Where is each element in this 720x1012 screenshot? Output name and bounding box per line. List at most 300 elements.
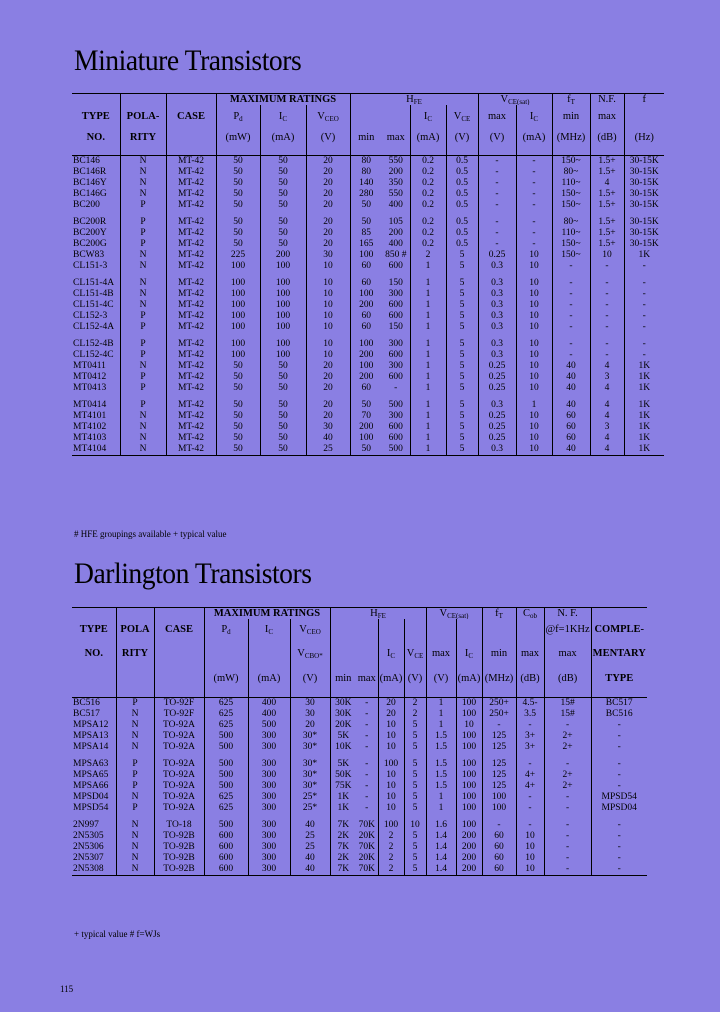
miniature-row xyxy=(72,300,664,311)
miniature-cell: N xyxy=(120,433,166,444)
darlington-cell: P xyxy=(116,697,154,709)
darlington-cell: TO-92A xyxy=(154,803,204,814)
darlington-cell: 125 xyxy=(482,731,516,742)
miniature-cell: 600 xyxy=(388,371,403,382)
miniature-cell: 100 xyxy=(260,261,306,272)
miniature-cell: 600 xyxy=(388,349,403,360)
miniature-cell: 0.5 xyxy=(446,178,478,189)
miniature-cell: - xyxy=(478,167,516,178)
miniature-cell: 100 xyxy=(216,289,260,300)
miniature-row xyxy=(72,372,664,383)
miniature-cell: - xyxy=(624,322,664,333)
miniature-cell: 1 xyxy=(410,333,446,350)
miniature-cell: - xyxy=(478,228,516,239)
miniature-cell: 5 xyxy=(446,372,478,383)
darlington-hfe-min-header: min xyxy=(330,667,356,689)
darlington-cell: 100 xyxy=(456,792,482,803)
darlington-cell: 5 xyxy=(404,803,426,814)
miniature-cell: CL152-4C xyxy=(73,349,114,360)
darlington-row xyxy=(72,770,647,781)
darlington-cell: 200 xyxy=(456,853,482,864)
miniature-header-spacer xyxy=(72,147,664,155)
miniature-cell: 10 xyxy=(516,300,552,311)
miniature-cell: - xyxy=(516,178,552,189)
miniature-cell: MT0411 xyxy=(73,360,106,371)
miniature-cell: 20 xyxy=(306,155,350,167)
darlington-cell: 5 xyxy=(404,853,426,864)
darlington-cell: 200 xyxy=(456,864,482,876)
darlington-cell: 1.5 xyxy=(426,753,456,770)
darlington-cell: 5K xyxy=(330,753,356,770)
darlington-cell: - xyxy=(365,741,369,752)
darlington-cell: 500 xyxy=(204,742,248,753)
darlington-hfe-ic-unit: (mA) xyxy=(378,667,404,689)
miniature-cell: P xyxy=(120,228,166,239)
miniature-cell: 50 xyxy=(350,444,382,456)
miniature-cell: 0.5 xyxy=(446,167,478,178)
miniature-cell: BC146 xyxy=(73,155,100,166)
miniature-cell: MT-42 xyxy=(166,422,216,433)
miniature-cell: - xyxy=(516,155,552,167)
miniature-cell: 0.3 xyxy=(478,444,516,456)
miniature-cell: - xyxy=(552,272,590,289)
miniature-cell: N xyxy=(120,289,166,300)
darlington-nf-cond: @f=1KHz xyxy=(544,619,591,639)
miniature-cell: 4 xyxy=(590,444,624,456)
darlington-cob-header: $C_{ob}$ xyxy=(516,608,544,620)
darlington-cell: 1.5 xyxy=(426,770,456,781)
miniature-cell: 10 xyxy=(516,411,552,422)
darlington-cell: 10 xyxy=(516,853,544,864)
miniature-cell: P xyxy=(120,394,166,411)
miniature-row xyxy=(72,394,664,411)
darlington-no-header: NO. xyxy=(84,647,103,659)
darlington-cell: 10 xyxy=(378,770,404,781)
miniature-cell: P xyxy=(120,322,166,333)
darlington-cell: 2+ xyxy=(544,770,591,781)
darlington-cell: 5 xyxy=(404,792,426,803)
darlington-cell: - xyxy=(544,831,591,842)
miniature-cell: 100 xyxy=(350,289,382,300)
darlington-cell: 2N5305 xyxy=(73,830,104,841)
darlington-cell: 500 xyxy=(204,731,248,742)
darlington-cell: 100 xyxy=(456,814,482,831)
miniature-cell: - xyxy=(590,261,624,272)
darlington-rity-header: RITY xyxy=(116,639,154,667)
miniature-cell: MT-42 xyxy=(166,189,216,200)
miniature-no-header: NO. xyxy=(86,131,105,143)
darlington-cell: 4+ xyxy=(516,781,544,792)
darlington-cell: BC517 xyxy=(73,708,100,719)
darlington-pd-unit: (mW) xyxy=(204,667,248,689)
miniature-cell: - xyxy=(552,300,590,311)
miniature-cell: 1 xyxy=(410,394,446,411)
miniature-cell: 50 xyxy=(260,167,306,178)
darlington-cell: 25* xyxy=(290,803,330,814)
darlington-cell: 30* xyxy=(290,731,330,742)
miniature-cell: MT4101 xyxy=(73,410,107,421)
miniature-row xyxy=(72,333,664,350)
darlington-row xyxy=(72,720,647,731)
miniature-cell: 30 xyxy=(306,422,350,433)
miniature-row xyxy=(72,444,664,456)
miniature-cell: 0.2 xyxy=(410,167,446,178)
darlington-cell: - xyxy=(544,803,591,814)
darlington-cell: P xyxy=(116,753,154,770)
darlington-cell: N xyxy=(116,792,154,803)
darlington-hfe-header: $H_{FE}$ xyxy=(330,608,426,620)
miniature-cell: 150~ xyxy=(552,250,590,261)
miniature-cell: P xyxy=(120,211,166,228)
miniature-cell: P xyxy=(120,372,166,383)
miniature-row xyxy=(72,178,664,189)
miniature-cell: 60 xyxy=(552,433,590,444)
miniature-cell: 600 xyxy=(388,432,403,443)
miniature-cell: 10 xyxy=(306,272,350,289)
darlington-cell: - xyxy=(516,720,544,731)
darlington-cell: 2 xyxy=(378,842,404,853)
miniature-cell: 1.5+ xyxy=(590,155,624,167)
darlington-cell: 5 xyxy=(404,831,426,842)
darlington-nf-max-header: max xyxy=(544,639,591,667)
darlington-cell: N xyxy=(116,731,154,742)
darlington-cell: 1 xyxy=(426,792,456,803)
darlington-cell: TO-92B xyxy=(154,853,204,864)
darlington-cell: 300 xyxy=(248,853,290,864)
miniature-cell: 40 xyxy=(552,361,590,372)
darlington-cell: 2 xyxy=(378,864,404,876)
darlington-row xyxy=(72,781,647,792)
miniature-cell: 60 xyxy=(350,261,382,272)
darlington-cell: 1.4 xyxy=(426,853,456,864)
darlington-complementary-header: COMPLE- xyxy=(591,619,647,639)
miniature-sat-max-unit: (V) xyxy=(478,127,516,147)
darlington-nf-header: N. F. xyxy=(544,608,591,620)
miniature-row xyxy=(72,155,664,167)
miniature-cell: 50 xyxy=(216,361,260,372)
darlington-cell: 20K xyxy=(330,720,356,731)
miniature-cell: MT-42 xyxy=(166,333,216,350)
darlington-cell: - xyxy=(365,730,369,741)
darlington-cell: 70K xyxy=(356,864,378,876)
darlington-cell: 7K xyxy=(330,814,356,831)
miniature-row xyxy=(72,361,664,372)
miniature-cell: 100 xyxy=(260,300,306,311)
darlington-cell: TO-92A xyxy=(154,720,204,731)
darlington-cell: 1.5 xyxy=(426,781,456,792)
darlington-cell: - xyxy=(591,853,647,864)
darlington-cell: 5 xyxy=(404,781,426,792)
darlington-mentary-header: MENTARY xyxy=(591,639,647,667)
miniature-cell: MT-42 xyxy=(166,250,216,261)
darlington-sat-max-unit: (V) xyxy=(426,667,456,689)
darlington-cell: - xyxy=(544,842,591,853)
darlington-cell: 400 xyxy=(248,709,290,720)
miniature-cell: 50 xyxy=(350,211,382,228)
darlington-cell: - xyxy=(516,792,544,803)
darlington-cell: MPSA14 xyxy=(73,741,109,752)
darlington-cell: 25 xyxy=(290,831,330,842)
darlington-sat-ic-header: $I_C$ xyxy=(456,639,482,667)
darlington-vcbo-header: $V_{CBO*}$ xyxy=(290,639,330,667)
darlington-cell: 10 xyxy=(456,720,482,731)
miniature-cell: - xyxy=(516,228,552,239)
miniature-cell: - xyxy=(478,189,516,200)
miniature-cell: 4 xyxy=(590,178,624,189)
miniature-row xyxy=(72,261,664,272)
darlington-cell: MPSA66 xyxy=(73,780,109,791)
darlington-row xyxy=(72,697,647,709)
darlington-table-body xyxy=(72,697,647,875)
miniature-cell: MT-42 xyxy=(166,228,216,239)
darlington-cell: - xyxy=(591,864,647,876)
miniature-cell: 100 xyxy=(260,311,306,322)
darlington-cell: 5 xyxy=(404,720,426,731)
miniature-vce-sat-header: $V_{CE(sat)}$ xyxy=(478,94,552,106)
miniature-cell: - xyxy=(590,289,624,300)
darlington-cell: N xyxy=(116,831,154,842)
miniature-cell: 50 xyxy=(216,228,260,239)
miniature-cell: 0.3 xyxy=(478,289,516,300)
miniature-cell: 1K xyxy=(624,383,664,394)
darlington-cell: TO-92F xyxy=(154,709,204,720)
darlington-cell: 30 xyxy=(290,709,330,720)
darlington-cell: 30* xyxy=(290,742,330,753)
miniature-cell: - xyxy=(552,311,590,322)
darlington-cell: 300 xyxy=(248,742,290,753)
darlington-cell: 200 xyxy=(456,831,482,842)
miniature-nf-unit: (dB) xyxy=(590,127,624,147)
darlington-cell: 3+ xyxy=(516,731,544,742)
darlington-row xyxy=(72,753,647,770)
miniature-cell: 0.3 xyxy=(478,322,516,333)
miniature-cell: 10 xyxy=(516,383,552,394)
darlington-cell: TO-92F xyxy=(154,697,204,709)
darlington-cell: 10 xyxy=(378,731,404,742)
miniature-f-unit: (Hz) xyxy=(624,127,664,147)
miniature-cell: 0.3 xyxy=(478,300,516,311)
miniature-vceo-unit: (V) xyxy=(306,127,350,147)
darlington-cell: 40 xyxy=(290,853,330,864)
darlington-cell: 30K xyxy=(330,697,356,709)
miniature-cell: - xyxy=(590,272,624,289)
miniature-cell: 10 xyxy=(306,289,350,300)
darlington-cell: N xyxy=(116,814,154,831)
miniature-cell: - xyxy=(516,200,552,211)
miniature-cell: 350 xyxy=(388,177,403,188)
darlington-cell: TO-18 xyxy=(154,814,204,831)
miniature-cell: 150~ xyxy=(552,155,590,167)
darlington-cell: 2N5307 xyxy=(73,852,104,863)
miniature-cell: 0.5 xyxy=(446,239,478,250)
darlington-cell: 400 xyxy=(248,697,290,709)
darlington-pd-header: $P_d$ xyxy=(204,619,248,639)
miniature-row xyxy=(72,211,664,228)
darlington-cell: 125 xyxy=(482,781,516,792)
miniature-cell: 4 xyxy=(590,394,624,411)
miniature-cell: P xyxy=(120,239,166,250)
darlington-cell: - xyxy=(591,781,647,792)
miniature-cell: 1K xyxy=(624,372,664,383)
miniature-cell: 50 xyxy=(260,211,306,228)
miniature-cell: 100 xyxy=(260,289,306,300)
darlington-cell: 30* xyxy=(290,753,330,770)
miniature-cell: 550 xyxy=(388,155,403,166)
darlington-cell: TO-92B xyxy=(154,842,204,853)
miniature-cell: N xyxy=(120,261,166,272)
miniature-cell: 10 xyxy=(516,350,552,361)
miniature-cell: 300 xyxy=(388,360,403,371)
darlington-cell: - xyxy=(482,814,516,831)
darlington-cell: - xyxy=(516,803,544,814)
miniature-hfe-vce-unit: (V) xyxy=(446,127,478,147)
miniature-cell: 150~ xyxy=(552,239,590,250)
miniature-cell: - xyxy=(624,289,664,300)
darlington-cob-unit: (dB) xyxy=(516,667,544,689)
darlington-cell: 2N5308 xyxy=(72,864,116,876)
miniature-cell: - xyxy=(516,211,552,228)
darlington-cell: 25* xyxy=(290,792,330,803)
miniature-cell: 50 xyxy=(260,189,306,200)
darlington-cell: 60 xyxy=(482,831,516,842)
darlington-cell: - xyxy=(365,708,369,719)
darlington-cell: 2+ xyxy=(544,731,591,742)
miniature-sat-ic-header: $I_C$ xyxy=(516,105,552,127)
miniature-cell: 5 xyxy=(446,333,478,350)
miniature-cell: MT-42 xyxy=(166,178,216,189)
miniature-cell: 1 xyxy=(410,372,446,383)
miniature-cell: 1K xyxy=(624,250,664,261)
darlington-cell: N xyxy=(116,742,154,753)
miniature-cell: MT4102 xyxy=(73,421,107,432)
miniature-cell: 10 xyxy=(516,333,552,350)
miniature-cell: 0.3 xyxy=(478,272,516,289)
miniature-hfe-ic-unit: (mA) xyxy=(410,127,446,147)
miniature-cell: MT-42 xyxy=(166,444,216,456)
miniature-cell: 50 xyxy=(216,433,260,444)
miniature-cell: - xyxy=(624,272,664,289)
miniature-cell: 50 xyxy=(260,444,306,456)
miniature-cell: 200 xyxy=(350,300,382,311)
miniature-header-row-2 xyxy=(72,105,664,127)
darlington-cell: 1K xyxy=(330,803,356,814)
darlington-cell: MPSD04 xyxy=(73,791,109,802)
darlington-cell: MPSA13 xyxy=(73,730,109,741)
miniature-cell: 0.2 xyxy=(410,228,446,239)
darlington-type-header: TYPE xyxy=(79,623,108,635)
miniature-cell: 10 xyxy=(516,361,552,372)
miniature-cell: - xyxy=(478,178,516,189)
miniature-cell: BC200R xyxy=(73,216,107,227)
miniature-cell: 50 xyxy=(260,433,306,444)
miniature-cell: 100 xyxy=(216,272,260,289)
darlington-cell: 2N997 xyxy=(73,819,99,830)
miniature-cell: N xyxy=(120,155,166,167)
miniature-cell: 0.2 xyxy=(410,155,446,167)
darlington-cell: 15# xyxy=(544,709,591,720)
miniature-rity-header: RITY xyxy=(120,127,166,147)
miniature-cell: 110~ xyxy=(552,178,590,189)
miniature-cell: 20 xyxy=(306,239,350,250)
miniature-cell: 50 xyxy=(216,155,260,167)
miniature-cell: MT-42 xyxy=(166,211,216,228)
miniature-cell: 1 xyxy=(410,433,446,444)
miniature-cell: 20 xyxy=(306,211,350,228)
miniature-cell: 50 xyxy=(260,422,306,433)
miniature-cell: 10 xyxy=(306,350,350,361)
miniature-cell: - xyxy=(478,211,516,228)
darlington-cell: 3+ xyxy=(516,742,544,753)
miniature-cell: 2 xyxy=(410,250,446,261)
miniature-pd-unit: (mW) xyxy=(216,127,260,147)
darlington-cell: 20 xyxy=(290,720,330,731)
miniature-cell: 0.2 xyxy=(410,189,446,200)
darlington-cell: P xyxy=(116,803,154,814)
darlington-cell: 5 xyxy=(404,864,426,876)
miniature-cell: 1 xyxy=(410,383,446,394)
miniature-cell: 10 xyxy=(516,422,552,433)
miniature-row xyxy=(72,167,664,178)
miniature-cell: 0.25 xyxy=(478,411,516,422)
miniature-cell: 5 xyxy=(446,250,478,261)
miniature-cell: - xyxy=(590,311,624,322)
miniature-cell: 0.5 xyxy=(446,155,478,167)
miniature-cell: 5 xyxy=(446,422,478,433)
darlington-row xyxy=(72,814,647,831)
miniature-cell: 20 xyxy=(306,411,350,422)
miniature-cell: 1K xyxy=(624,444,664,456)
miniature-cell: - xyxy=(552,350,590,361)
miniature-ic-header: $I_C$ xyxy=(260,105,306,127)
darlington-hfe-vce-header: $V_{CE}$ xyxy=(404,639,426,667)
miniature-cell: 60 xyxy=(552,422,590,433)
miniature-cell: 150 xyxy=(388,277,403,288)
darlington-cell: - xyxy=(544,864,591,876)
darlington-cell: TO-92A xyxy=(154,770,204,781)
miniature-table xyxy=(72,93,664,456)
darlington-cell: MPSD54 xyxy=(73,802,109,813)
miniature-cell: P xyxy=(120,311,166,322)
miniature-cell: MT-42 xyxy=(166,167,216,178)
darlington-cell: 100 xyxy=(456,697,482,709)
darlington-cell: 1 xyxy=(426,697,456,709)
miniature-cell: 10 xyxy=(306,333,350,350)
miniature-cell: 0.5 xyxy=(446,211,478,228)
darlington-cell: - xyxy=(591,720,647,731)
darlington-cell: 1.4 xyxy=(426,831,456,842)
miniature-cell: 110~ xyxy=(552,228,590,239)
miniature-cell: 1K xyxy=(624,422,664,433)
miniature-cell: MT0413 xyxy=(73,382,107,393)
darlington-header-row-1 xyxy=(72,608,647,620)
darlington-footnote: + typical value # f=WJs xyxy=(74,929,161,939)
darlington-cell: 7K xyxy=(330,842,356,853)
miniature-cell: - xyxy=(516,239,552,250)
miniature-cell: N xyxy=(120,300,166,311)
miniature-cell: N xyxy=(120,272,166,289)
miniature-cell: 40 xyxy=(306,433,350,444)
miniature-cell: BC146R xyxy=(73,166,107,177)
miniature-cell: 1 xyxy=(410,444,446,456)
miniature-cell: 80~ xyxy=(552,167,590,178)
miniature-pd-header: $P_d$ xyxy=(216,105,260,127)
miniature-cell: 5 xyxy=(446,411,478,422)
miniature-cell: - xyxy=(394,382,398,393)
miniature-cell: 1 xyxy=(516,394,552,411)
darlington-type-header-2: TYPE xyxy=(591,667,647,689)
darlington-cell: 100 xyxy=(456,731,482,742)
darlington-cell: 1.6 xyxy=(426,814,456,831)
